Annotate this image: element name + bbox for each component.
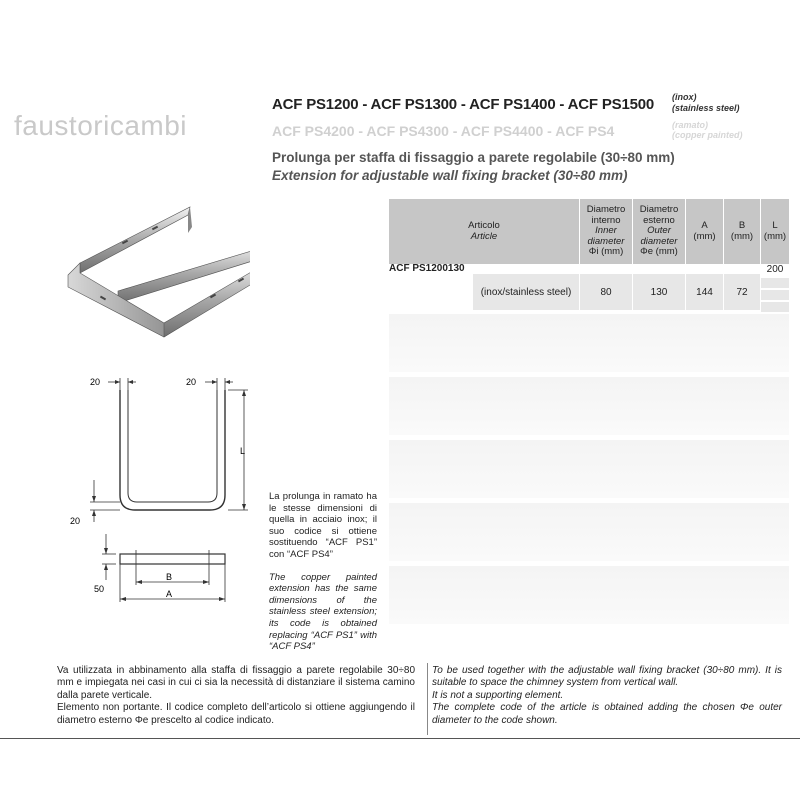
row1-b: 72 [724, 274, 760, 310]
product-title: ACF PS1200 - ACF PS1300 - ACF PS1400 - ACF PS1500 [272, 96, 655, 113]
material-note [672, 92, 740, 114]
l-strip [761, 278, 789, 288]
row1-outer-diameter: 130 [633, 274, 685, 310]
material-note-line1: (inox) [672, 92, 697, 102]
ghost-material-note [672, 120, 743, 140]
description-en-para2: It is not a supporting element. [432, 689, 564, 701]
dim-b: B [166, 572, 173, 582]
header-b: B (mm) [724, 199, 760, 264]
dim-length: L [240, 446, 246, 456]
ghost-material-line1: (ramato) [672, 120, 709, 130]
dim-bottom-thickness: 20 [70, 516, 81, 526]
dim-top-left: 20 [90, 377, 101, 387]
faded-row-group [389, 566, 789, 624]
description-it-para2: Elemento non portante. Il codice completo dell’articolo si ottiene aggiungendo il diametro esterno Φe prescelto al codice indicato. [57, 702, 415, 726]
faded-row-group [389, 314, 789, 372]
product-illustration [60, 205, 250, 345]
l-strip [761, 302, 789, 312]
ghost-material-line2: (copper painted) [672, 130, 743, 140]
l-strip [761, 290, 789, 300]
header-outer-diameter: Diametro esterno Outer diameter Φe (mm) [633, 199, 685, 264]
header-inner-diameter: Diametro interno Inner diameter Φi (mm) [580, 199, 632, 264]
ghost-title: ACF PS4200 - ACF PS4300 - ACF PS4400 - ACF PS4 [272, 123, 615, 139]
dim-height: 50 [94, 584, 105, 594]
note-english: The copper painted extension has the same dimensions of the stainless steel extension; its code is obtained replacing “ACF PS1” with “ACF PS4” [269, 571, 377, 653]
description-en-para3: The complete code of the article is obtained adding the chosen Φe outer diameter to the code shown. [432, 702, 782, 726]
header-a: A (mm) [686, 199, 723, 264]
material-note-line2: (stainless steel) [672, 103, 740, 113]
column-divider [427, 663, 428, 735]
row1-a: 144 [686, 274, 723, 310]
technical-drawing [60, 370, 260, 610]
faded-row-group [389, 440, 789, 498]
row1-article-code: ACF PS1200130 [389, 263, 465, 274]
spec-table [389, 199, 789, 639]
dim-top-right: 20 [186, 377, 197, 387]
bottom-rule [0, 738, 800, 739]
row1-inner-diameter: 80 [580, 274, 632, 310]
subtitle-italian: Prolunga per staffa di fissaggio a parete regolabile (30÷80 mm) [272, 150, 675, 165]
description-italian [57, 665, 415, 727]
row1-l: 200 [761, 264, 789, 276]
faded-row-group [389, 503, 789, 561]
description-english [432, 665, 782, 727]
copper-version-note [269, 491, 377, 653]
row1-material: (inox/stainless steel) [473, 274, 579, 310]
dim-a: A [166, 589, 173, 599]
header-l: L (mm) [761, 199, 789, 264]
note-italian: La prolunga in ramato ha le stesse dimensioni di quella in acciaio inox; il suo codice si ottiene sostituendo “ACF PS1” con “ACF PS4” [269, 491, 377, 560]
header-article: Articolo Article [389, 199, 579, 264]
description-en-para1: To be used together with the adjustable wall fixing bracket (30÷80 mm). It is suitable to space the chimney system from vertical wall. [432, 665, 782, 689]
watermark: faustoricambi [14, 110, 188, 141]
faded-row-group [389, 377, 789, 435]
subtitle-english: Extension for adjustable wall fixing bracket (30÷80 mm) [272, 168, 628, 183]
description-it-para1: Va utilizzata in abbinamento alla staffa di fissaggio a parete regolabile 30÷80 mm e impiegata nei casi in cui ci sia la necessità di distanziare il sistema camino dalla parete verticale. [57, 665, 415, 701]
